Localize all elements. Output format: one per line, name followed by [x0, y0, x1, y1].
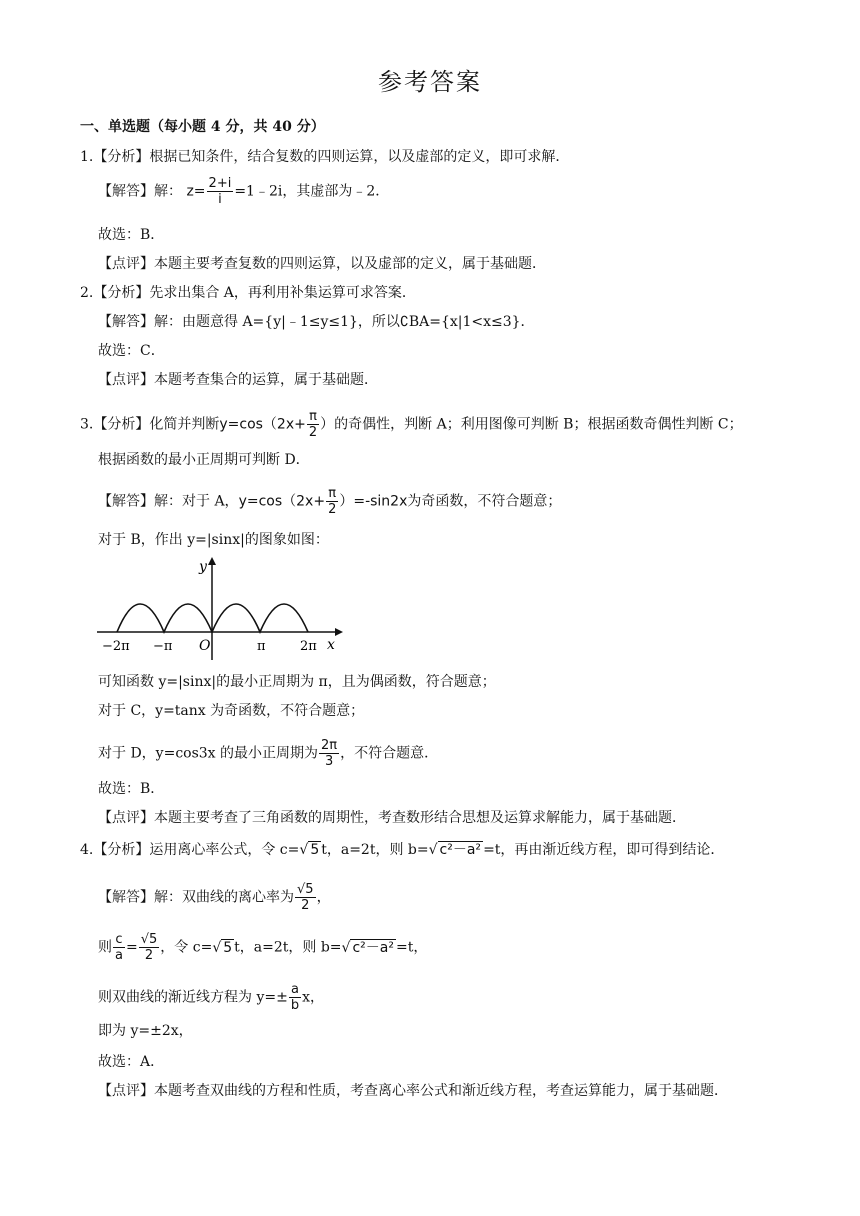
q2-comment: 【点评】本题考查集合的运算，属于基础题．: [98, 372, 378, 388]
q3-comment: 【点评】本题主要考查了三角函数的周期性，考查数形结合思想及运算求解能力，属于基础题．: [98, 810, 686, 826]
q1-frac-num: 2+i: [208, 176, 232, 191]
q4-solution-2: [98, 932, 427, 963]
q4-sol2-den: 2: [144, 948, 154, 963]
q3-sol-d-post: ，不符合题意．: [340, 745, 439, 762]
q4-sol3-post: x，: [302, 989, 324, 1006]
q4-analysis-mid: t，a=2t，则 b=: [321, 842, 429, 858]
q4-sol1-five: 5: [305, 882, 314, 897]
x-axis-arrow: [335, 628, 343, 636]
q4-sol3-a: a: [290, 982, 299, 997]
q3-sol-a-den: 2: [328, 502, 337, 517]
q3-sol-d-den: 3: [324, 754, 334, 769]
q4-solution-1: [98, 882, 331, 913]
q4-choice: 故选：A．: [98, 1054, 165, 1070]
q3-choice: 故选：B．: [98, 781, 165, 797]
q4-sol1-den: 2: [301, 898, 310, 913]
q3-analysis: [80, 409, 743, 440]
page-title: 参考答案: [378, 68, 482, 96]
q1-z-lhs: z=: [186, 183, 206, 200]
y-axis-arrow: [208, 557, 216, 565]
abs-sin-graph: [95, 555, 345, 665]
q3-sol-a-post: 为奇函数，不符合题意；: [407, 493, 562, 510]
q3-solution-a: [98, 486, 561, 517]
q4-sol2-sqrt-radicand: √ c²－a²: [341, 939, 394, 956]
q4-sol1-num: √5: [297, 882, 314, 897]
q4-pm: ±: [276, 989, 288, 1006]
q3-frac-den: 2: [308, 425, 318, 440]
origin-label: O: [199, 638, 211, 654]
x-axis-label: x: [327, 637, 335, 653]
q4-solution-4: 即为 y=±2x，: [98, 1023, 193, 1039]
tick-2pi: 2π: [300, 639, 317, 654]
tick-neg-pi: −π: [153, 639, 173, 654]
q4-sol1-post: ，: [316, 889, 331, 906]
q1-fraction: [207, 176, 234, 207]
q3-solution-c: 对于 C，y=tanx 为奇函数，不符合题意；: [98, 703, 365, 719]
q1-comment: 【点评】本题主要考查复数的四则运算，以及虚部的定义，属于基础题．: [98, 256, 546, 272]
q1-solution-suffix: =1﹣2i，其虚部为﹣2．: [234, 183, 390, 200]
q3-sol-d-num: 2π: [321, 738, 338, 753]
q4-sol1-pre: 【解答】解：双曲线的离心率为: [98, 889, 294, 906]
q3-sol-a-fraction: [326, 486, 338, 517]
q4-solution-3: [98, 982, 324, 1013]
q3-sol-a-pre: 【解答】解：对于 A，: [98, 493, 239, 510]
y-axis-label: y: [199, 559, 207, 575]
q1-frac-den: i: [218, 192, 222, 207]
q3-expr-post: ）: [320, 416, 335, 433]
q2-solution: 【解答】解：由题意得 A={y|﹣1≤y≤1}，所以∁BA={x|1<x≤3}．: [98, 314, 535, 330]
q3-sol-a-expr-post: ）=-sin2x: [339, 493, 408, 510]
q4-sol2-sqrt5: √ 5: [212, 939, 233, 956]
q4-sol2-radicand: c²－a²: [352, 939, 394, 956]
q4-sol2-post: =t，: [395, 939, 428, 956]
q4-eq: =: [125, 939, 138, 956]
q4-sol2-mid2: t，a=2t，则 b=: [234, 939, 342, 956]
q4-sqrt5-rad: 5: [310, 842, 320, 858]
q4-sol3-pre: 则双曲线的渐近线方程为 y=: [98, 989, 277, 1006]
q4-sol2-five: 5: [149, 932, 158, 947]
q4-sqrt5: √ 5: [299, 842, 320, 858]
q4-analysis: [80, 840, 724, 860]
q4-a: a: [115, 948, 123, 963]
section-heading: 一、单选题（每小题 4 分，共 40 分）: [80, 119, 325, 135]
q3-sol-a-num: π: [328, 486, 337, 501]
q3-solution-b2: 可知函数 y=|sinx|的最小正周期为 π，且为偶函数，符合题意；: [98, 674, 496, 690]
q1-choice: 故选：B．: [98, 227, 165, 243]
q3-sol-d-fraction: [319, 738, 339, 769]
q4-a-over-b: [289, 982, 301, 1013]
q4-c-over-a: [113, 932, 125, 963]
q4-sol2-num: √5: [140, 932, 158, 947]
q3-expr-pre: y=cos（2x+: [219, 416, 306, 433]
q4-sol2-mid: ，令 c=: [160, 939, 213, 956]
q3-sol-d-pre: 对于 D，y=cos3x 的最小正周期为: [98, 745, 319, 762]
q1-solution: [98, 176, 389, 207]
q3-sol-a-expr: y=cos（2x+: [238, 493, 326, 510]
q4-comment: 【点评】本题考查双曲线的方程和性质，考查离心率公式和渐近线方程，考查运算能力，属于基础题．: [98, 1083, 728, 1099]
tick-pi: π: [257, 639, 266, 654]
q4-analysis-post: =t，再由渐近线方程，即可得到结论．: [483, 842, 725, 858]
q4-analysis-pre: 4.【分析】运用离心率公式，令 c=: [80, 842, 300, 858]
q4-c: c: [115, 932, 123, 947]
q4-radicand: c²－a²: [439, 842, 482, 858]
q4-sol2-pre: 则: [98, 939, 112, 956]
q2-choice: 故选：C．: [98, 343, 165, 359]
q3-analysis-post: 的奇偶性，判断 A；利用图像可判断 B；根据函数奇偶性判断 C；: [334, 416, 743, 433]
q4-sol2-sqrt5-rad: 5: [223, 939, 233, 956]
q4-sqrt-radicand: √ c²－a²: [428, 842, 482, 858]
tick-neg-2pi: −2π: [102, 639, 130, 654]
q3-solution-b: 对于 B，作出 y=|sinx|的图象如图：: [98, 532, 329, 548]
q4-sol1-fraction: [295, 882, 316, 913]
q4-sol2-fraction: [139, 932, 160, 963]
q2-analysis: 2.【分析】先求出集合 A，再利用补集运算可求答案．: [80, 285, 416, 301]
q3-analysis-pre: 3.【分析】化简并判断: [80, 416, 220, 433]
q1-solution-prefix: 【解答】解：: [98, 183, 182, 200]
q3-frac-num: π: [309, 409, 317, 424]
q3-analysis-line2: 根据函数的最小正周期可判断 D．: [98, 452, 310, 468]
q1-analysis: 1.【分析】根据已知条件，结合复数的四则运算，以及虚部的定义，即可求解．: [80, 149, 570, 165]
q3-solution-d: [98, 738, 438, 769]
q3-pi-over-2: [307, 409, 319, 440]
q4-sol3-b: b: [290, 998, 300, 1013]
